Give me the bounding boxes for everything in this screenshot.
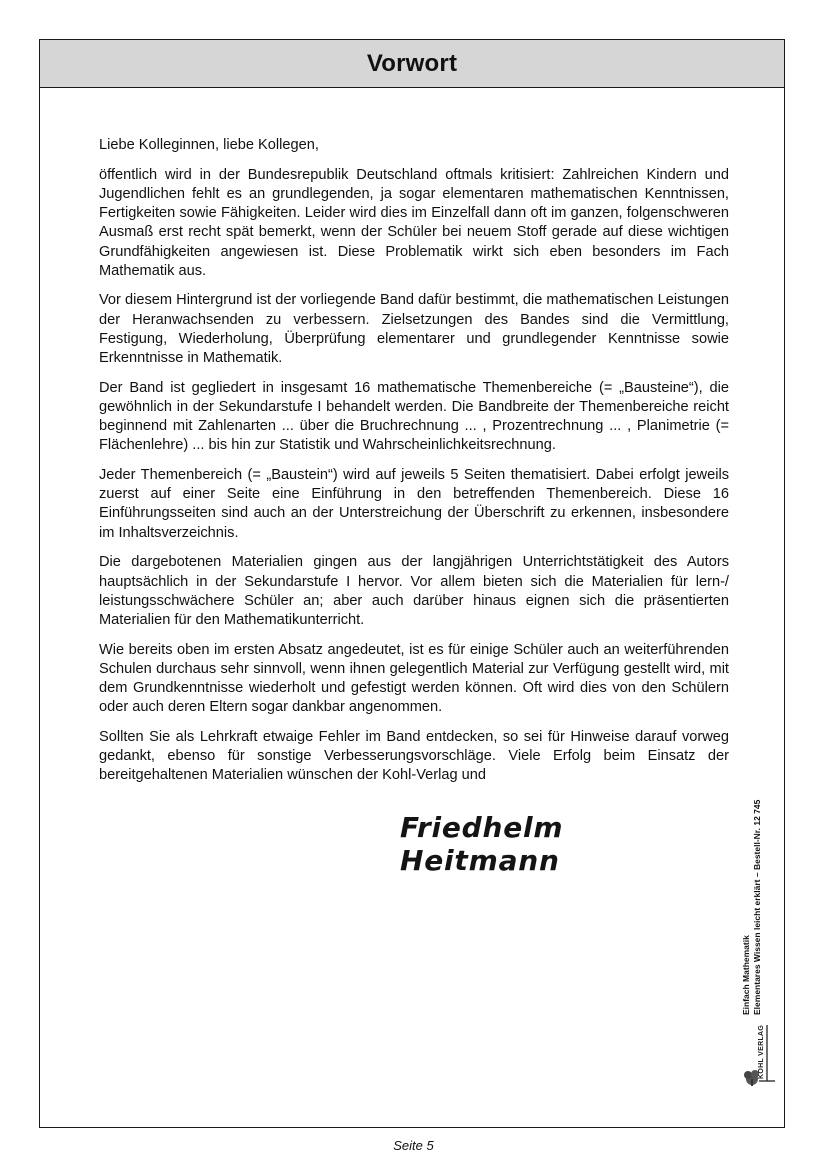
publisher-logo: [740, 1019, 776, 1089]
paragraph-7: Sollten Sie als Lehrkraft etwaige Fehler im Band entdecken, so sei für Hinweise darauf vorweg gedankt, ebenso für sonstige Verbesserungsvorschläge. Viele Erfolg beim Einsatz der bereitgehaltenen Materialien wünschen der Kohl-Verlag und: [99, 728, 729, 784]
side-publication-info: [737, 757, 777, 1087]
paragraph-2: Vor diesem Hintergrund ist der vorliegende Band dafür bestimmt, die mathematischen Leistungen der Heranwachsenden zu verbessern. Zielsetzungen des Bandes sind die Vermittlung, Festigung, Wiederholung, Überprüfung elementarer und grundlegender Kenntnisse sowie Erkenntnisse in Mathematik.: [99, 292, 729, 367]
paragraph-1: öffentlich wird in der Bundesrepublik Deutschland oftmals kritisiert: Zahlreichen Kindern und Jugendlichen fehlt es an grundlegenden, ja sogar elementaren mathematischen Kenntnissen, Fertigkeiten sowie Fähigkeiten. Leider wird dies im Einzelfall dann oft im ganzen, folgenschweren Ausmaß erst recht spät bemerkt, wenn der Schüler bei neuem Stoff gerade auf diese wichtigen Grundfähigkeiten angewiesen ist. Diese Problematik wirkt sich eben besonders im Fach Mathematik aus.: [99, 166, 729, 279]
page-number: Seite 5: [393, 1138, 434, 1153]
side-series-title: Einfach Mathematik: [741, 935, 751, 1015]
paragraph-4: Jeder Themenbereich (= „Baustein“) wird auf jeweils 5 Seiten thematisiert. Dabei erfolgt jeweils zuerst auf einer Seite eine Einführung in den betreffenden Themenbereich. Diese 16 Einführungsseiten sind auch an der Unterstreichung der Überschrift zu erkennen, insbesondere im Inhaltsverzeichnis.: [99, 467, 729, 541]
title-bar: [40, 40, 784, 88]
page-title: Vorwort: [366, 49, 458, 77]
salutation: Liebe Kolleginnen, liebe Kollegen,: [99, 137, 319, 153]
author-signature: Friedhelm Heitmann: [400, 811, 564, 877]
paragraph-5: Die dargebotenen Materialien gingen aus der langjährigen Unterrichtstätigkeit des Autors hauptsächlich in der Sekundarstufe I hervor. Vor allem bieten sich die Materialien für lern-/ leistungsschwächere Schüler an; aber auch darüber hinaus eignen sich die präsentierten Materialien für den Mathematikunterricht.: [99, 554, 729, 628]
page-frame: [39, 39, 785, 1128]
logo-wordmark: KOHL VERLAG: [758, 1024, 765, 1079]
side-book-subtitle: Elementares Wissen leicht erklärt – Bestell-Nr. 12 745: [751, 799, 762, 1015]
letter-body: [99, 136, 729, 796]
paragraph-3: Der Band ist gegliedert in insgesamt 16 mathematische Themenbereiche (= „Bausteine“), die gewöhnlich in der Sekundarstufe I behandelt werden. Die Bandbreite der Themenbereiche reicht beginnend mit Zahlenarten ... über die Bruchrechnung ... , Prozentrechnung ... , Planimetrie (= Flächenlehre) ... bis hin zur Statistik und Wahrscheinlichkeitsrechnung.: [99, 379, 729, 454]
side-publication-text: [741, 755, 781, 1015]
paragraph-6: Wie bereits oben im ersten Absatz angedeutet, ist es für einige Schüler auch an weiterführenden Schulen durchaus sehr sinnvoll, wenn ihnen gelegentlich Material zur Verfügung gestellt wird, mit dem Grundkenntnisse wiederholt und gefestigt werden können. Oft wird dies von den Schülern oder auch deren Eltern sogar dankbar angenommen.: [99, 641, 729, 716]
